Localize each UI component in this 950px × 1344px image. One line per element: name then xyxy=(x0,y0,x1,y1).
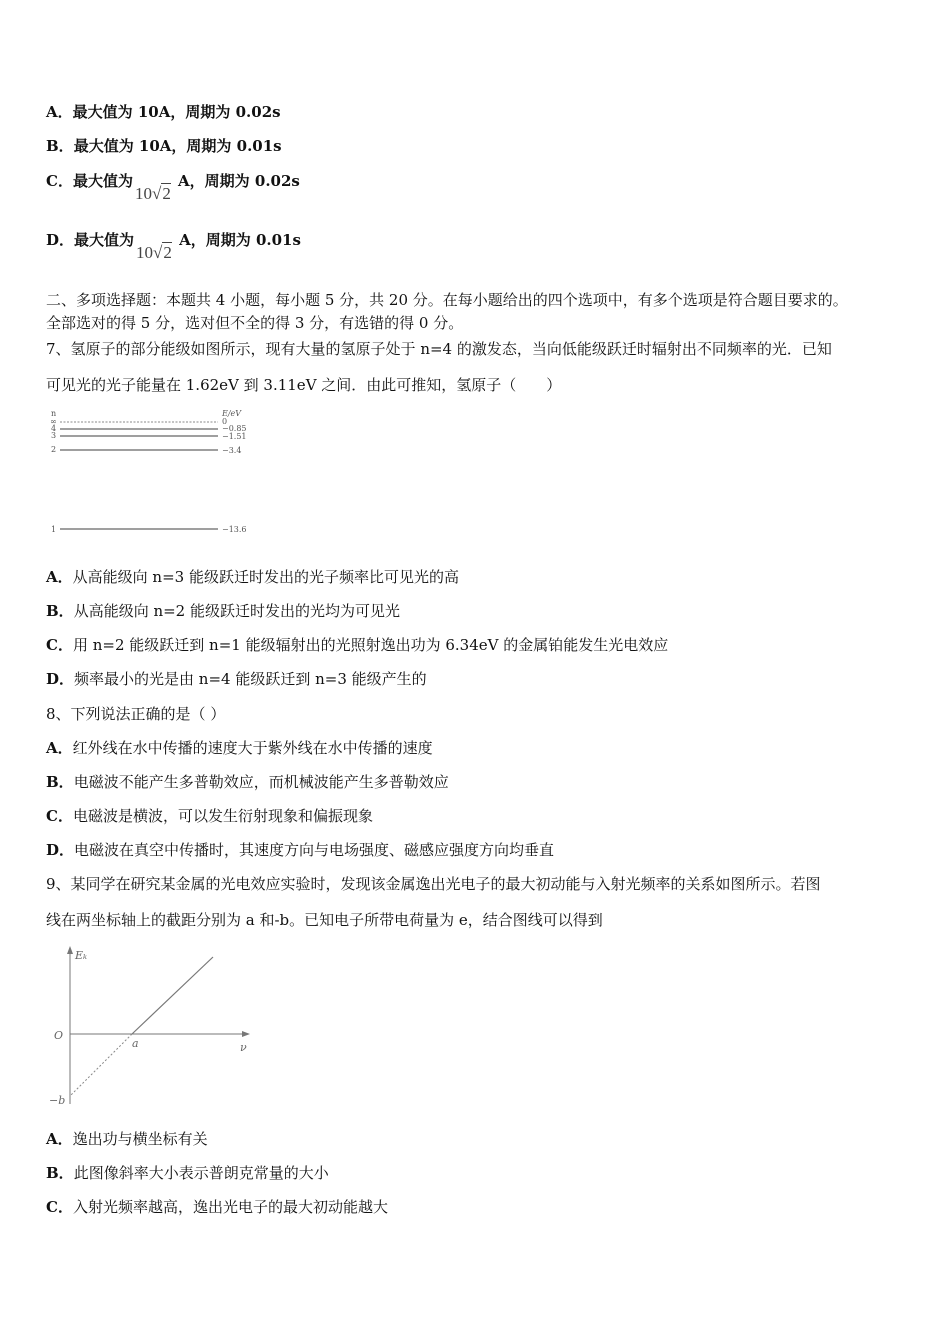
level-e-inf: 0 xyxy=(222,417,228,426)
q9-option-c xyxy=(46,1197,388,1217)
q9-option-a xyxy=(46,1129,208,1149)
q8-option-a xyxy=(46,738,433,758)
q8-stem: 8、下列说法正确的是（ ） xyxy=(46,705,226,723)
option-letter: C． xyxy=(46,807,73,825)
option-letter: A． xyxy=(46,1130,73,1148)
option-letter: A． xyxy=(46,739,73,757)
x-axis-label: ν xyxy=(240,1041,247,1054)
q7-stem-line1: 7、氢原子的部分能级如图所示，现有大量的氢原子处于 n=4 的激发态，当向低能级跃迁时辐射出不同频率的光．已知 xyxy=(46,340,832,358)
x-axis-arrow xyxy=(242,1031,250,1037)
option-text: 入射光频率越高，逸出光电子的最大初动能越大 xyxy=(72,1198,388,1216)
option-letter: D． xyxy=(46,670,75,688)
q8-option-c xyxy=(46,806,373,826)
q8-option-b xyxy=(46,772,449,792)
q9-stem-line2: 线在两坐标轴上的截距分别为 a 和-b。已知电子所带电荷量为 e，结合图线可以得到 xyxy=(46,911,603,929)
option-text: 频率最小的光是由 n=4 能级跃迁到 n=3 能级产生的 xyxy=(74,670,427,688)
n-header: n xyxy=(51,409,57,418)
y-axis-label: Eₖ xyxy=(75,949,88,962)
level-e-3: −1.51 xyxy=(222,432,247,441)
y-intercept-label: −b xyxy=(49,1094,66,1107)
graph-line-solid xyxy=(132,957,213,1034)
energy-level-diagram xyxy=(46,408,256,538)
option-letter: A． xyxy=(46,568,73,586)
y-axis-arrow xyxy=(67,946,73,954)
option-letter: D． xyxy=(46,841,75,859)
q7-option-c xyxy=(46,635,668,655)
section-heading-line1: 二、多项选择题：本题共 4 小题，每小题 5 分，共 20 分。在每小题给出的四个选项中，有多个选项是符合题目要求的。 xyxy=(46,291,848,309)
section-heading-line2: 全部选对的得 5 分，选对但不全的得 3 分，有选错的得 0 分。 xyxy=(46,314,464,332)
q8-option-d xyxy=(46,840,554,860)
option-letter: C． xyxy=(46,636,73,654)
option-text: 最大值为 10A，周期为 0.01s xyxy=(73,137,282,155)
option-letter: C． xyxy=(46,1198,73,1216)
level-e-4: −0.85 xyxy=(222,424,247,433)
q9-stem-line1: 9、某同学在研究某金属的光电效应实验时，发现该金属逸出光电子的最大初动能与入射光频率的关系如图所示。若图 xyxy=(46,875,821,893)
level-n-4: 4 xyxy=(51,424,57,433)
option-text: 最大值为 xyxy=(72,172,133,190)
option-letter: A． xyxy=(46,103,73,121)
option-letter: C． xyxy=(46,172,73,190)
sqrt-expression: 10√2 xyxy=(136,243,172,262)
sqrt-radicand: 2 xyxy=(162,184,171,203)
level-e-2: −3.4 xyxy=(222,446,242,455)
q6-option-a xyxy=(46,102,281,122)
option-text: 从高能级向 n=3 能级跃迁时发出的光子频率比可见光的高 xyxy=(72,568,459,586)
q7-option-a xyxy=(46,567,459,587)
option-letter: B． xyxy=(46,137,74,155)
option-text: 从高能级向 n=2 能级跃迁时发出的光均为可见光 xyxy=(73,602,400,620)
sqrt-coefficient: 10 xyxy=(134,184,152,203)
q7-stem-line2: 可见光的光子能量在 1.62eV 到 3.11eV 之间．由此可推知，氢原子（ ） xyxy=(46,376,562,394)
q6-option-c xyxy=(46,171,300,203)
x-intercept-label: a xyxy=(132,1037,139,1050)
option-text: 电磁波在真空中传播时，其速度方向与电场强度、磁感应强度方向均垂直 xyxy=(74,841,555,859)
level-n-3: 3 xyxy=(51,431,57,440)
level-n-inf: ∞ xyxy=(50,417,57,426)
q6-option-d xyxy=(46,230,301,262)
sqrt-expression: 10√2 xyxy=(134,184,171,203)
level-n-2: 2 xyxy=(51,445,57,454)
level-n-1: 1 xyxy=(51,525,57,534)
option-text: 最大值为 10A，周期为 0.02s xyxy=(72,103,281,121)
q7-option-d xyxy=(46,669,427,689)
option-text: 红外线在水中传播的速度大于紫外线在水中传播的速度 xyxy=(72,739,433,757)
option-letter: B． xyxy=(46,602,74,620)
option-text: 电磁波不能产生多普勒效应，而机械波能产生多普勒效应 xyxy=(73,773,449,791)
origin-label: O xyxy=(54,1029,64,1042)
e-header: E/eV xyxy=(222,409,242,418)
option-text: 用 n=2 能级跃迁到 n=1 能级辐射出的光照射逸出功为 6.34eV 的金属铂能发生光电效应 xyxy=(72,636,669,654)
q6-option-b xyxy=(46,136,282,156)
option-letter: D． xyxy=(46,231,75,249)
option-text: 最大值为 xyxy=(74,231,135,249)
sqrt-coefficient: 10 xyxy=(136,243,154,262)
option-text: 此图像斜率大小表示普朗克常量的大小 xyxy=(73,1164,329,1182)
q7-option-b xyxy=(46,601,400,621)
graph-line-dashed xyxy=(70,1034,132,1096)
sqrt-radicand: 2 xyxy=(163,243,172,262)
option-text: 逸出功与横坐标有关 xyxy=(72,1130,208,1148)
option-text: 电磁波是横波，可以发生衍射现象和偏振现象 xyxy=(72,807,373,825)
photoelectric-graph xyxy=(46,944,266,1119)
q9-option-b xyxy=(46,1163,329,1183)
level-e-1: −13.6 xyxy=(222,525,247,534)
option-letter: B． xyxy=(46,773,74,791)
option-text-tail: A，周期为 0.01s xyxy=(173,231,301,249)
option-letter: B． xyxy=(46,1164,74,1182)
option-text-tail: A，周期为 0.02s xyxy=(172,172,300,190)
